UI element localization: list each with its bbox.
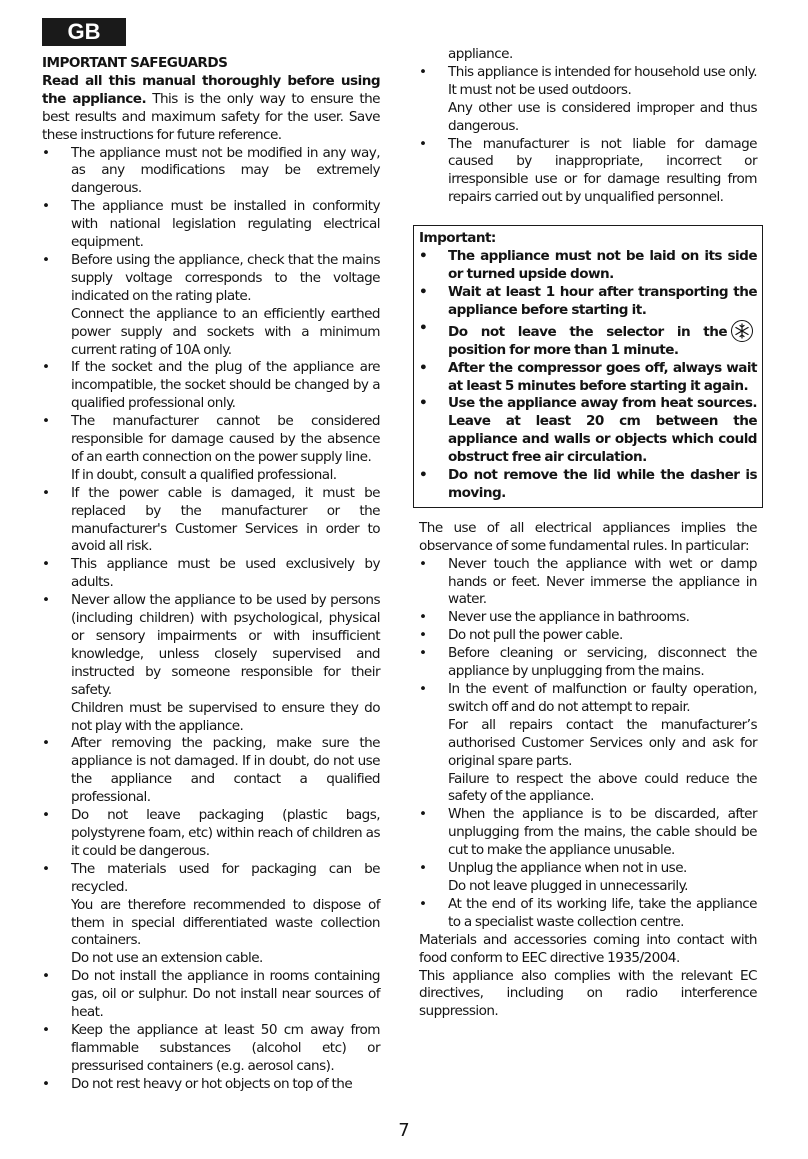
list-item: • In the event of malfunction or faulty operation, switch off and do not attempt to repair. For all repairs contact the manufacturer’s authorised Customer Services only and ask for original spare parts. Failure to respect the above could reduce the safety of the appliance.	[419, 681, 757, 806]
list-item: • The manufacturer cannot be considered responsible for damage caused by the absence of an earth connection on the power supply line. If in doubt, consult a qualified professional.	[42, 413, 380, 485]
continuation-text: appliance.	[448, 46, 513, 62]
list-item: • Use the appliance away from heat sources. Leave at least 20 cm between the appliance and walls or objects which could obstruct free air circulation.	[419, 395, 757, 467]
intro-bold: Read all this manual thoroughly before using the appliance.	[42, 72, 380, 107]
section-heading: IMPORTANT SAFEGUARDS	[42, 55, 228, 71]
list-item: • Never allow the appliance to be used by persons (including children) with psychological, physical or sensory impairments or with insufficient knowledge, unless closely supervised and instructed by someone responsible for their safety. Children must be supervised to ensure they do not play with the appliance.	[42, 592, 380, 735]
list-item: • Do not leave packaging (plastic bags, polystyrene foam, etc) within reach of children as it could be dangerous.	[42, 807, 380, 861]
list-item: • Keep the appliance at least 50 cm away from flammable substances (alcohol etc) or pressurised containers (e.g. aerosol cans).	[42, 1022, 380, 1076]
closing-paragraph: This appliance also complies with the relevant EC directives, including on radio interference suppression.	[419, 967, 757, 1020]
list-item: • Do not leave the selector in the position for more than 1 minute.	[419, 320, 757, 360]
right-column	[419, 46, 757, 1021]
list-item: • The manufacturer is not liable for damage caused by inappropriate, incorrect or irresponsible use or for damage resulting from repairs carried out by unqualified personnel.	[419, 136, 757, 208]
language-badge: GB	[42, 18, 126, 46]
page-number: 7	[398, 1120, 410, 1141]
important-box	[413, 225, 763, 508]
safeguards-list	[42, 145, 380, 1094]
list-item: • Wait at least 1 hour after transporting the appliance before starting it.	[419, 284, 757, 320]
list-item: • Never use the appliance in bathrooms.	[419, 609, 757, 627]
list-item: • When the appliance is to be discarded, after unplugging from the mains, the cable should be cut to make the appliance unusable.	[419, 806, 757, 860]
list-item: • Before cleaning or servicing, disconnect the appliance by unplugging from the mains.	[419, 645, 757, 681]
list-item: • Unplug the appliance when not in use. Do not leave plugged in unnecessarily.	[419, 860, 757, 896]
list-item: • The appliance must not be laid on its side or turned upside down.	[419, 248, 757, 284]
important-list	[419, 248, 757, 503]
list-item: • Never touch the appliance with wet or damp hands or feet. Never immerse the appliance in water.	[419, 556, 757, 610]
rules-list	[419, 556, 757, 932]
list-item: • Do not install the appliance in rooms containing gas, oil or sulphur. Do not install near sources of heat.	[42, 968, 380, 1022]
list-item: • If the socket and the plug of the appliance are incompatible, the socket should be changed by a qualified professional only.	[42, 359, 380, 413]
list-item: • This appliance is intended for household use only. It must not be used outdoors. Any other use is considered improper and thus dangerous.	[419, 64, 757, 136]
rules-intro: The use of all electrical appliances implies the observance of some fundamental rules. In particular:	[419, 519, 757, 554]
intro-text: This is the only way to ensure the best results and maximum safety for the user. Save these instructions for future reference.	[42, 90, 380, 143]
list-item: • The materials used for packaging can be recycled. You are therefore recommended to dispose of them in special differentiated waste collection containers. Do not use an extension cable.	[42, 861, 380, 968]
list-item: • Do not remove the lid while the dasher is moving.	[419, 467, 757, 503]
list-item: • Do not rest heavy or hot objects on top of the	[42, 1076, 380, 1094]
list-item: • This appliance must be used exclusively by adults.	[42, 556, 380, 592]
list-item: • If the power cable is damaged, it must be replaced by the manufacturer or the manufacturer's Customer Services in order to avoid all risk.	[42, 485, 380, 557]
snowflake-icon	[731, 320, 753, 342]
intro-paragraph	[42, 73, 380, 145]
list-item: • After removing the packing, make sure the appliance is not damaged. If in doubt, do not use the appliance and contact a qualified professional.	[42, 735, 380, 807]
list-item: • After the compressor goes off, always wait at least 5 minutes before starting it again.	[419, 360, 757, 396]
list-item: • The appliance must not be modified in any way, as any modifications may be extremely dangerous.	[42, 145, 380, 199]
list-item: • Before using the appliance, check that the mains supply voltage corresponds to the voltage indicated on the rating plate. Connect the appliance to an efficiently earthed power supply and sockets with a minimum current rating of 10A only.	[42, 252, 380, 359]
list-item: • The appliance must be installed in conformity with national legislation regulating electrical equipment.	[42, 198, 380, 252]
list-item: • At the end of its working life, take the appliance to a specialist waste collection centre.	[419, 896, 757, 932]
list-item: • Do not pull the power cable.	[419, 627, 757, 645]
important-title: Important:	[419, 230, 496, 247]
usage-list	[419, 64, 757, 207]
left-column	[42, 55, 380, 1094]
closing-paragraph: Materials and accessories coming into contact with food conform to EEC directive 1935/2004.	[419, 931, 757, 966]
